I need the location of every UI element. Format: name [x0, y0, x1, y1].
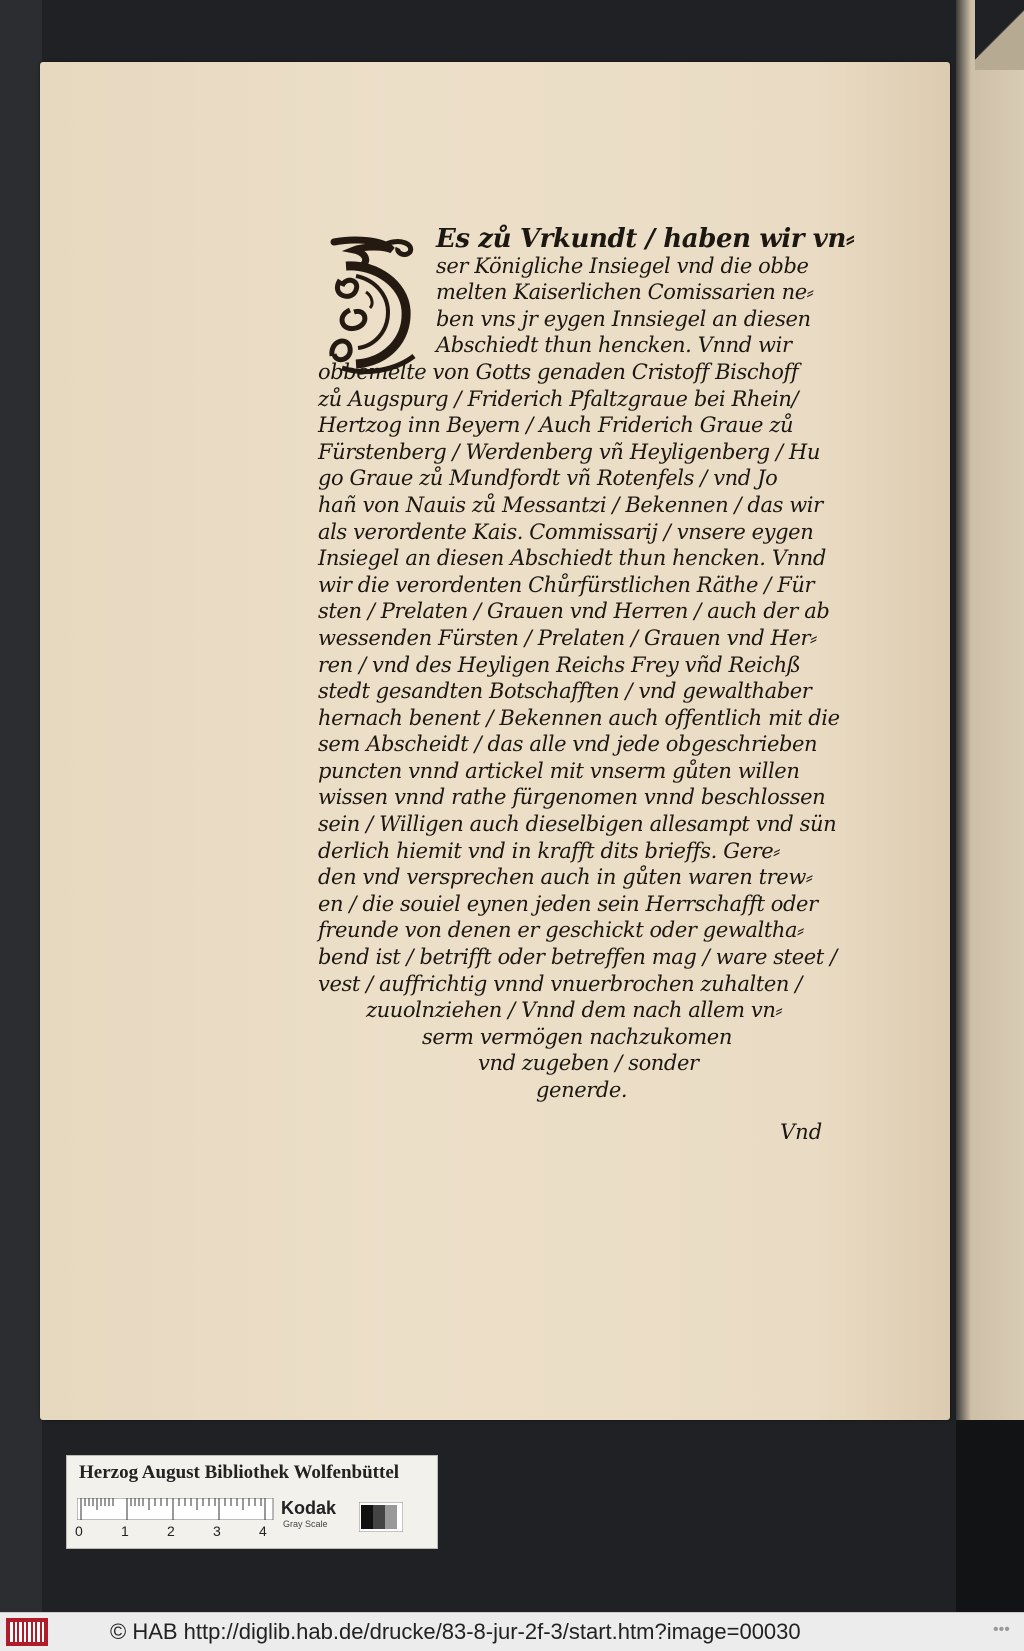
- ruler-number: 1: [121, 1523, 129, 1539]
- text-line: hañ von Nauis zů Messantzi / Bekennen / das wir: [318, 492, 823, 517]
- text-line: sten / Prelaten / Grauen vnd Herren / auch der ab: [318, 599, 830, 624]
- text-line: obbemelte von Gotts genaden Cristoff Bischoff: [318, 359, 799, 384]
- adjacent-page-edge: [956, 0, 1024, 1420]
- more-options-icon[interactable]: •••: [993, 1621, 1010, 1638]
- ruler-number: 2: [167, 1523, 175, 1539]
- text-line: Insiegel an diesen Abschiedt thun hencken. Vnnd: [318, 546, 826, 571]
- text-line: puncten vnnd artickel mit vnserm gůten willen: [318, 758, 800, 783]
- text-line: freunde von denen er geschickt oder gewaltha⸗: [318, 918, 804, 943]
- text-line: den vnd versprechen auch in gůten waren trew⸗: [318, 865, 813, 890]
- catchword: Vnd: [780, 1120, 823, 1144]
- text-line: Hertzog inn Beyern / Auch Friderich Graue zů: [318, 413, 794, 438]
- text-line: bend ist / betrifft oder betreffen mag / ware steet /: [318, 945, 837, 970]
- text-line: go Graue zů Mundfordt vñ Rotenfels / vnd Jo: [318, 466, 778, 491]
- text-line: zů Augspurg / Friderich Pfaltzgraue bei Rhein/: [318, 386, 799, 411]
- ruler-number: 3: [213, 1523, 221, 1539]
- text-line: zuuolnziehen / Vnnd dem nach allem vn⸗: [366, 998, 783, 1023]
- text-line: vnd zugeben / sonder: [478, 1051, 699, 1076]
- viewer-footer: [0, 1612, 1024, 1651]
- hab-logo-icon: [6, 1618, 48, 1646]
- text-line: sem Abscheidt / das alle vnd jede obgeschrieben: [318, 732, 818, 757]
- text-line: derlich hiemit vnd in krafft dits brieffs. Gere⸗: [318, 838, 780, 863]
- text-line: sein / Willigen auch dieselbigen allesampt vnd sün: [318, 812, 837, 837]
- text-line: serm vermögen nachzukomen: [422, 1024, 732, 1049]
- kodak-brand: Kodak: [281, 1498, 337, 1518]
- kodak-subtitle: Gray Scale: [283, 1519, 328, 1529]
- text-line: wessenden Fürsten / Prelaten / Grauen vnd Her⸗: [318, 625, 817, 650]
- text-line: Es zů Vrkundt / haben wir vn⸗: [436, 224, 855, 254]
- text-line: Abschiedt thun hencken. Vnnd wir: [436, 333, 792, 358]
- text-line: ben vns jr eygen Innsiegel an diesen: [436, 306, 811, 331]
- text-line: als verordente Kais. Commissarij / vnsere eygen: [318, 519, 814, 544]
- text-line: wir die verordenten Chůrfürstlichen Räthe / Für: [318, 572, 815, 597]
- scan-background-left: [0, 0, 42, 1612]
- copyright-link[interactable]: © HAB http://diglib.hab.de/drucke/83-8-jur-2f-3/start.htm?image=00030: [110, 1619, 801, 1644]
- text-line: en / die souiel eynen jeden sein Herrschafft oder: [318, 891, 818, 916]
- ruler-numbers: [75, 1523, 285, 1541]
- text-line: Fürstenberg / Werdenberg vñ Heyligenberg / Hu: [318, 439, 820, 464]
- scan-background-bottom-right: [956, 1420, 1024, 1612]
- ruler-scale-icon: [77, 1498, 277, 1520]
- text-line: vest / auffrichtig vnnd vnuerbrochen zuhalten /: [318, 971, 802, 996]
- ruler-number: 4: [259, 1523, 267, 1539]
- library-name: Herzog August Bibliothek Wolfenbüttel: [79, 1462, 400, 1483]
- text-line: ser Königliche Insiegel vnd die obbe: [436, 253, 809, 278]
- text-line: hernach benent / Bekennen auch offentlich mit die: [318, 705, 840, 730]
- text-line: stedt gesandten Botschafften / vnd gewalthaber: [318, 679, 812, 704]
- gray-scale-swatch-icon: [359, 1502, 403, 1532]
- color-calibration-bar: [66, 1455, 438, 1549]
- ruler-number: 0: [75, 1523, 83, 1539]
- text-line: generde.: [536, 1078, 628, 1102]
- adjacent-page-corner: [975, 0, 1024, 70]
- text-line: melten Kaiserlichen Comissarien ne⸗: [436, 280, 814, 305]
- text-line: ren / vnd des Heyligen Reichs Frey vñd Reichß: [318, 652, 801, 677]
- text-line: wissen vnnd rathe fürgenomen vnnd beschlossen: [318, 785, 826, 810]
- printed-text-block: [318, 224, 855, 1104]
